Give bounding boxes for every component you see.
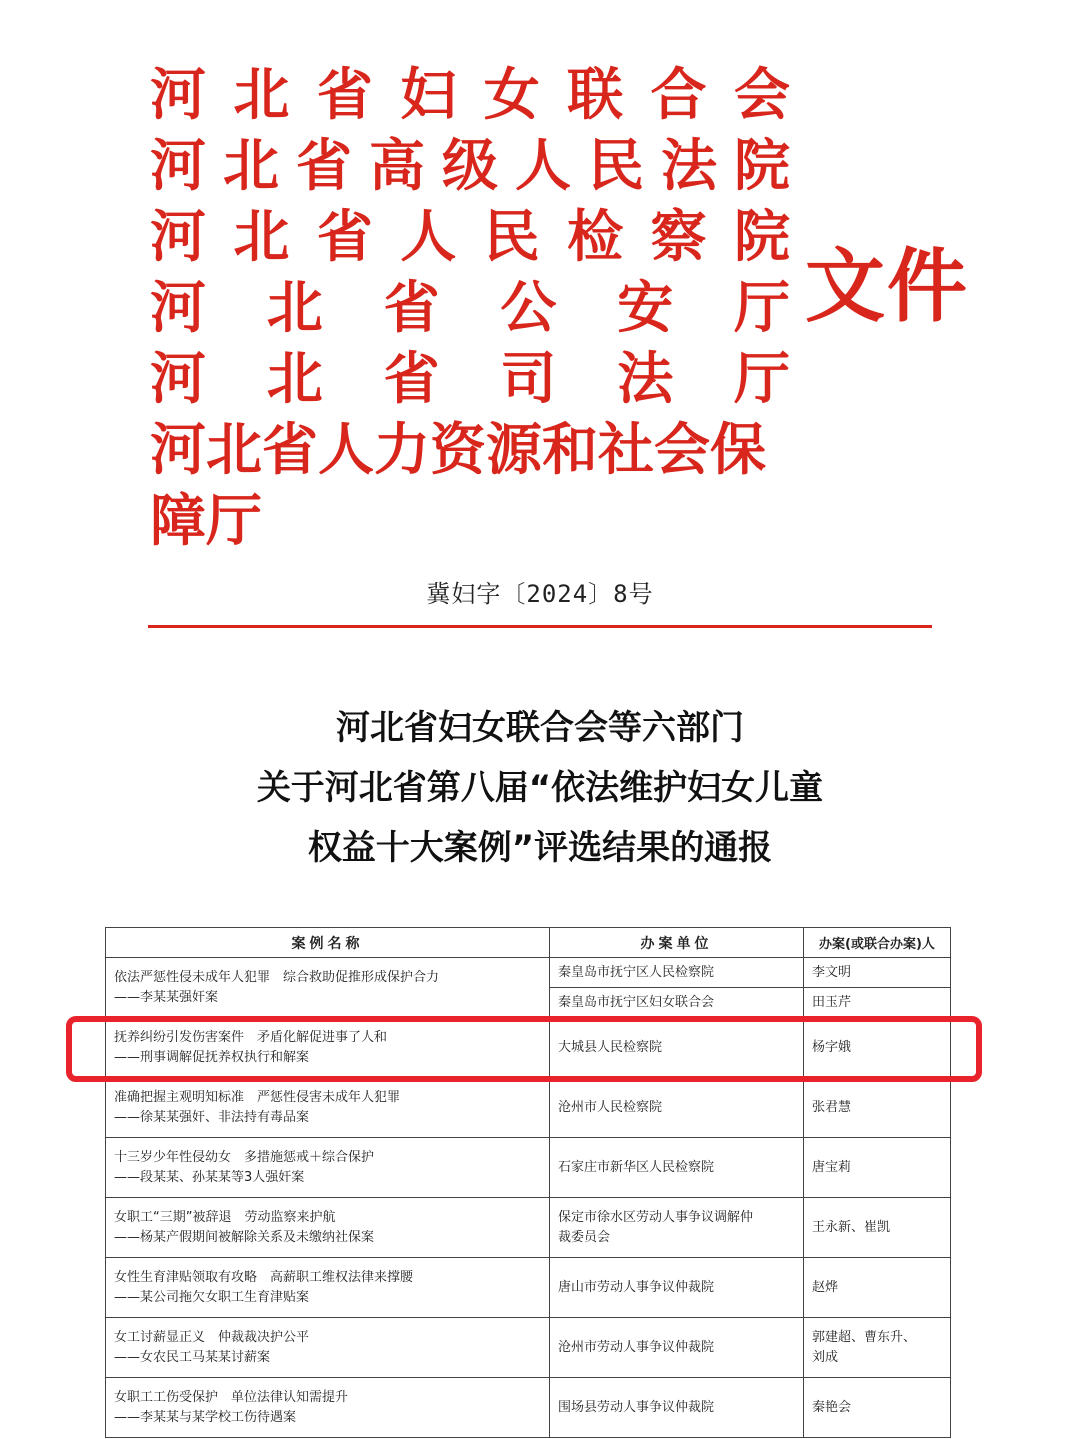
table-row [106,1078,951,1138]
unit-cell [550,1198,804,1258]
case-name-cell [106,1138,550,1198]
unit-cell: 秦皇岛市抚宁区人民检察院 [550,958,804,988]
issuer-char: 安 [617,275,674,341]
case-name-cell [106,958,550,1018]
issuer-char: 北 [233,204,290,270]
issuer-char: 司 [500,346,557,412]
issuer-line-women-federation [150,60,790,131]
case-name-cell [106,1258,550,1318]
case-title: 女工讨薪显正义 仲裁裁决护公平 [114,1329,310,1345]
issuer-char: 省 [383,346,440,412]
unit-cell: 大城县人民检察院 [550,1018,804,1078]
case-subtitle: ——杨某产假期间被解除关系及未缴纳社保案 [114,1229,375,1245]
table-row [106,1258,951,1318]
issuer-char: 河 [150,346,206,412]
document-title [0,698,1080,878]
person-cell [804,1318,951,1378]
cases-table [105,927,951,1438]
issuer-char: 院 [734,133,790,199]
issuer-char: 省 [383,275,440,341]
issuing-agencies [150,60,790,554]
issuer-char: 省 [316,204,373,270]
header-case-name: 案例名称 [106,928,550,958]
case-title: 女职工工伤受保护 单位法律认知需提升 [114,1389,349,1405]
issuer-char: 院 [733,204,790,270]
issuer-char: 级 [442,133,498,199]
case-title: 准确把握主观明知标准 严惩性侵害未成年人犯罪 [114,1089,401,1105]
person-text: 刘成 [812,1349,839,1365]
document-word: 文件 [805,239,969,333]
case-subtitle: ——某公司拖欠女职工生育津贴案 [114,1289,310,1305]
person-cell: 杨字娥 [804,1018,951,1078]
issuer-line-public-security [150,273,790,344]
table-row [106,1198,951,1258]
case-subtitle: ——女农民工马某某讨薪案 [114,1349,271,1365]
person-cell: 赵烨 [804,1258,951,1318]
issuer-char: 河 [150,62,206,128]
issuer-line-procuratorate [150,202,790,273]
person-cell: 田玉芹 [804,988,951,1018]
person-cell: 秦艳会 [804,1378,951,1438]
document-number: 冀妇字〔2024〕8号 [426,580,654,608]
unit-cell: 唐山市劳动人事争议仲裁院 [550,1258,804,1318]
case-subtitle: ——李某某强奸案 [114,989,219,1005]
header-handling-unit: 办案单位 [550,928,804,958]
title-line: 权益十大案例”评选结果的通报 [307,828,773,868]
case-title: 抚养纠纷引发伤害案件 矛盾化解促进事了人和 [114,1029,388,1045]
unit-cell: 沧州市人民检察院 [550,1078,804,1138]
case-name-cell [106,1318,550,1378]
issuer-char: 厅 [733,346,790,412]
case-name-cell [106,1078,550,1138]
unit-cell: 秦皇岛市抚宁区妇女联合会 [550,988,804,1018]
person-cell: 唐宝莉 [804,1138,951,1198]
case-title: 女性生育津贴领取有攻略 高薪职工维权法律来撑腰 [114,1269,414,1285]
issuer-char: 检 [567,204,624,270]
issuer-char: 民 [483,204,540,270]
title-line: 河北省妇女联合会等六部门 [336,708,744,748]
issuer-char: 妇 [400,62,457,128]
issuer-char: 河 [150,275,206,341]
title-line: 关于河北省第八届“依法维护妇女儿童 [256,768,824,808]
case-subtitle: ——刑事调解促抚养权执行和解案 [114,1049,310,1065]
header-handling-person: 办案(或联合办案)人 [804,928,951,958]
case-title: 女职工“三期”被辞退 劳动监察来护航 [114,1209,336,1225]
issuer-char: 省 [316,62,373,128]
table-row [106,1318,951,1378]
issuer-char: 法 [617,346,674,412]
issuer-char: 省 [296,133,352,199]
case-subtitle: ——徐某某强奸、非法持有毒品案 [114,1109,310,1125]
case-subtitle: ——李某某与某学校工伤待遇案 [114,1409,297,1425]
issuer-text: 河北省人力资源和社会保障厅 [150,417,766,554]
issuer-char: 女 [483,62,540,128]
issuer-char: 厅 [733,275,790,341]
person-cell: 张君慧 [804,1078,951,1138]
case-name-cell [106,1198,550,1258]
table-row [106,1138,951,1198]
issuer-char: 公 [500,275,557,341]
issuer-char: 北 [266,275,323,341]
issuer-char: 民 [588,133,644,199]
unit-text: 裁委员会 [558,1229,611,1245]
issuer-line-high-court [150,131,790,202]
case-name-cell [106,1378,550,1438]
issuer-char: 北 [266,346,323,412]
unit-cell: 石家庄市新华区人民检察院 [550,1138,804,1198]
issuer-char: 联 [567,62,624,128]
issuer-char: 法 [661,133,717,199]
issuer-char: 察 [650,204,707,270]
issuer-char: 河 [150,204,206,270]
case-subtitle: ——段某某、孙某某等3人强奸案 [114,1169,305,1185]
issuer-char: 高 [369,133,425,199]
issuer-char: 河 [150,133,206,199]
unit-text: 保定市徐水区劳动人事争议调解仲 [558,1209,754,1225]
unit-cell: 沧州市劳动人事争议仲裁院 [550,1318,804,1378]
table-row [106,1378,951,1438]
table-header-row [106,928,951,958]
case-title: 依法严惩性侵未成年人犯罪 综合救助促推形成保护合力 [114,969,440,985]
case-title: 十三岁少年性侵幼女 多措施惩戒＋综合保护 [114,1149,375,1165]
person-text: 郭建超、曹东升、 [812,1329,917,1345]
issuer-char: 会 [733,62,790,128]
issuer-char: 人 [400,204,457,270]
issuer-char: 北 [233,62,290,128]
issuer-char: 合 [650,62,707,128]
table-row [106,958,951,988]
issuer-line-justice [150,344,790,415]
issuer-char: 北 [223,133,279,199]
highlight-box [66,1016,982,1082]
issuer-char: 人 [515,133,571,199]
unit-cell: 围场县劳动人事争议仲裁院 [550,1378,804,1438]
person-cell: 王永新、崔凯 [804,1198,951,1258]
red-divider [148,625,932,628]
person-cell: 李文明 [804,958,951,988]
issuer-line-human-resources [150,415,790,554]
